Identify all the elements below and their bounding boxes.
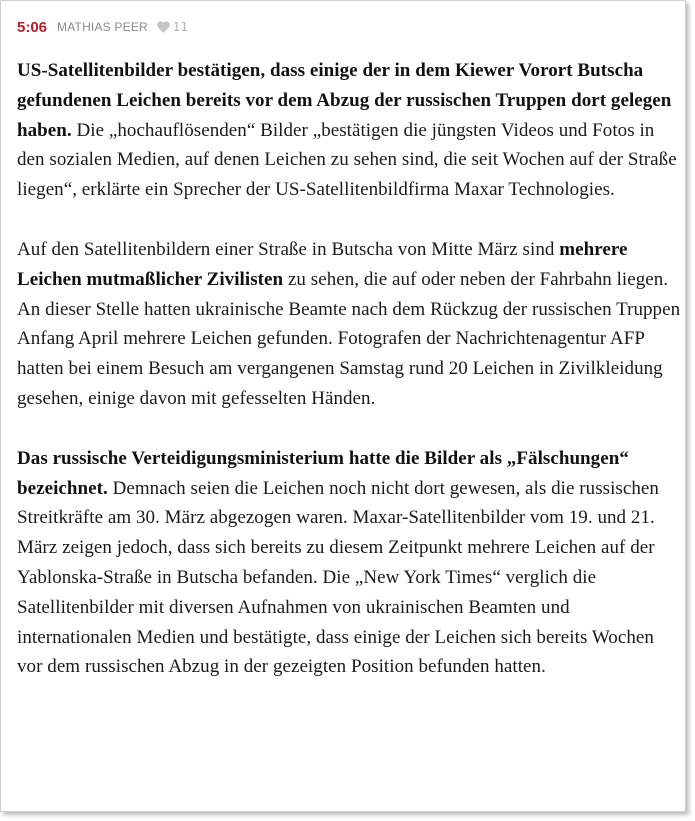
paragraph-1 xyxy=(17,56,682,205)
post-author[interactable]: MATHIAS PEER xyxy=(57,20,148,34)
post-meta xyxy=(17,16,188,38)
paragraph-2-intro: Auf den Satellitenbildern einer Straße in Butscha von Mitte März sind xyxy=(17,238,560,260)
heart-icon xyxy=(157,21,170,33)
post-time: 5:06 xyxy=(17,18,48,36)
paragraph-3 xyxy=(17,444,682,682)
like-button[interactable] xyxy=(157,20,188,34)
paragraph-2-highlight: mehrere Leichen mutmaßlicher Zivilisten xyxy=(17,238,628,290)
paragraph-2 xyxy=(17,235,682,414)
paragraph-2-text: zu sehen, die auf oder neben der Fahrbahn liegen. An dieser Stelle hatten ukrainische Beamte nach dem Rückzug der russischen Truppen Anfang April mehrere Leichen gefunden. Fotografen der Nachrichtenagentur AFP hatten bei einem Besuch am vergangenen Samstag rund 20 Leichen in Zivilkleidung gesehen, einige davon mit gefesselten Händen. xyxy=(17,268,681,409)
paragraph-1-lead: US-Satellitenbilder bestätigen, dass einige der in dem Kiewer Vorort Butscha gefundenen Leichen bereits vor dem Abzug der russischen Truppen dort gelegen haben. xyxy=(17,60,672,141)
article-body xyxy=(17,56,682,712)
like-count: 11 xyxy=(172,20,189,34)
paragraph-3-lead: Das russische Verteidigungsministerium hatte die Bilder als „Fälschungen“ bezeichnet. xyxy=(17,447,629,499)
paragraph-3-text: Demnach seien die Leichen noch nicht dort gewesen, als die russischen Streitkräfte am 30. März abgezogen waren. Maxar-Satellitenbilder vom 19. und 21. März zeigen jedoch, dass sich bereits zu diesem Zeitpunkt mehrere Leichen auf der Yablonska-Straße in Butscha befanden. Die „New York Times“ verglich die Satellitenbilder mit diversen Aufnahmen von ukrainischen Beamten und internationalen Medien und bestätigte, dass einige der Leichen sich bereits Wochen vor dem russischen Abzug in der gezeigten Position befunden hatten. xyxy=(17,477,659,678)
paragraph-1-text: Die „hochauflösenden“ Bilder „bestätigen die jüngsten Videos und Fotos in den sozialen Medien, auf denen Leichen zu sehen sind, die seit Wochen auf der Straße liegen“, erklärte ein Sprecher der US-Satellitenbildfirma Maxar Technologies. xyxy=(17,119,677,201)
